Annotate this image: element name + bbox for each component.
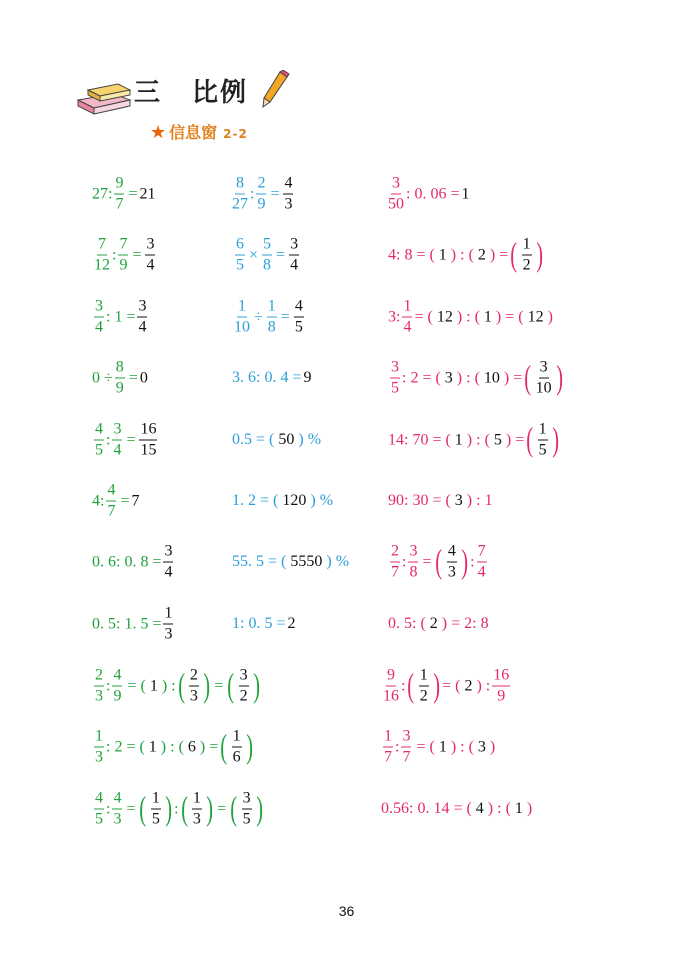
answer-fraction	[283, 176, 293, 213]
numerator: 1	[522, 237, 532, 256]
answer-fraction	[145, 237, 155, 274]
answer: 10	[483, 369, 500, 386]
expr-r1-c3	[386, 176, 469, 213]
expression-text: : 1 =	[106, 308, 136, 325]
numerator: 2	[189, 668, 199, 687]
denominator: 5	[242, 810, 251, 828]
expression-text: 0.5 = (	[232, 431, 275, 448]
fraction	[383, 668, 399, 705]
fraction	[267, 299, 277, 336]
expr-r8-c1	[92, 606, 175, 643]
answer: 5	[493, 431, 502, 448]
answer: 2	[429, 615, 438, 632]
answer-fraction	[522, 237, 532, 274]
numerator: 3	[390, 360, 400, 379]
answer: 12	[436, 308, 453, 325]
numerator: 3	[94, 299, 104, 318]
numerator: 4	[112, 791, 122, 810]
denominator: 9	[497, 687, 506, 705]
answer: 1	[438, 738, 447, 755]
expression-text: ) %	[326, 553, 350, 570]
numerator: 6	[235, 237, 245, 256]
numerator: 3	[163, 544, 173, 563]
denominator: 15	[140, 441, 157, 459]
expression-text: ) = 2: 8	[441, 615, 489, 632]
answer: 1	[483, 308, 492, 325]
denominator: 5	[95, 441, 103, 459]
colon: :	[402, 553, 407, 570]
equals: =	[128, 185, 138, 202]
section-number: 三	[134, 78, 163, 108]
expression-text: ) =	[503, 369, 523, 386]
answer: 120	[282, 492, 307, 509]
numerator: 4	[94, 422, 104, 441]
answer: 1	[514, 800, 523, 817]
numerator: 16	[492, 668, 510, 687]
denominator: 8	[267, 318, 276, 336]
denominator: 5	[391, 379, 399, 397]
answer-fraction	[242, 791, 252, 828]
denominator: 8	[263, 256, 272, 274]
denominator: 27	[232, 195, 248, 213]
colon: :	[106, 800, 111, 817]
denominator: 3	[164, 625, 173, 643]
numerator: 2	[94, 668, 104, 687]
denominator: 3	[95, 748, 103, 766]
expr-r7-c2	[232, 553, 349, 571]
equals: =	[126, 431, 136, 448]
denominator: 7	[402, 748, 411, 766]
numerator: 3	[391, 176, 401, 195]
expression-text: ) : 1	[466, 492, 493, 509]
answer-fraction	[447, 544, 457, 581]
denominator: 7	[107, 502, 116, 520]
denominator: 5	[538, 441, 547, 459]
denominator: 12	[94, 256, 110, 274]
fraction	[118, 237, 128, 274]
fraction	[390, 544, 400, 581]
fraction	[390, 360, 400, 397]
numerator: 9	[114, 176, 124, 195]
fraction	[262, 237, 272, 274]
answer-fraction	[294, 299, 304, 336]
fraction	[94, 791, 104, 828]
equals: =	[280, 308, 290, 325]
sub-title: 信息窗	[169, 123, 218, 142]
expr-r11-c3	[381, 800, 532, 818]
answer: 1	[149, 677, 158, 694]
answer: 12	[527, 308, 544, 325]
fraction	[232, 176, 248, 213]
denominator: 10	[535, 379, 552, 397]
answer-paren: ( $\frac{1}{3}$ )	[180, 789, 213, 828]
denominator: 5	[236, 256, 244, 274]
numerator: 2	[256, 176, 266, 195]
denominator: 10	[234, 318, 250, 336]
expr-r1-c2	[230, 176, 295, 213]
answer-fraction	[137, 299, 147, 336]
answer-fraction	[239, 668, 249, 705]
fraction	[94, 422, 104, 459]
equals: =	[126, 800, 136, 817]
answer-paren: ( $\frac{1}{2}$ )	[510, 235, 543, 274]
denominator: 3	[447, 563, 456, 581]
expr-r3-c2	[232, 299, 306, 336]
answer: 7	[131, 492, 140, 509]
expression-text: ) = (	[495, 308, 524, 325]
answer-paren: ( $\frac{2}{3}$ )	[177, 666, 210, 705]
answer: 21	[139, 185, 156, 202]
expr-r10-c1	[92, 729, 255, 766]
expression-text: )	[489, 738, 496, 755]
answer: 4	[475, 800, 484, 817]
numerator: 1	[402, 299, 412, 318]
numerator: 7	[477, 544, 487, 563]
subsection-title	[150, 120, 248, 143]
expr-r3-c1	[92, 299, 149, 336]
answer: 6	[187, 738, 196, 755]
answer-fraction	[192, 791, 202, 828]
fraction	[112, 422, 122, 459]
equals: =	[276, 246, 286, 263]
fraction	[408, 544, 418, 581]
expression-text: ) :	[476, 677, 491, 694]
numerator: 1	[232, 729, 242, 748]
fraction	[234, 299, 250, 336]
expr-r9-c1	[92, 668, 262, 705]
fraction	[401, 729, 411, 766]
fraction	[112, 668, 122, 705]
answer: 1	[438, 246, 447, 263]
expr-r8-c3	[388, 615, 489, 633]
expression-text: ) %	[310, 492, 334, 509]
denominator: 4	[113, 441, 122, 459]
fraction	[94, 299, 104, 336]
numerator: 3	[289, 237, 299, 256]
expr-r5-c2	[232, 431, 321, 449]
colon: :	[250, 185, 255, 202]
section-title	[134, 72, 248, 109]
denominator: 2	[239, 687, 248, 705]
expr-r10-c3	[381, 729, 495, 766]
expression-text: 0. 6: 0. 8 =	[92, 553, 162, 570]
answer: 1	[461, 185, 470, 202]
answer-paren: ( $\frac{1}{2}$ )	[407, 666, 440, 705]
colon: :	[112, 246, 117, 263]
expression-text: 1: 0. 5 =	[232, 615, 286, 632]
numerator: 1	[419, 668, 429, 687]
equals: =	[422, 553, 432, 570]
multiply-sign: ×	[249, 246, 259, 263]
expression-text: = (	[442, 677, 461, 694]
denominator: 4	[403, 318, 412, 336]
denominator: 7	[384, 748, 392, 766]
expr-r11-c1	[92, 791, 265, 828]
expression-text: 0. 5: (	[388, 615, 426, 632]
fraction	[114, 176, 124, 213]
numerator: 3	[145, 237, 155, 256]
expression-text: )	[547, 308, 553, 325]
numerator: 7	[97, 237, 107, 256]
expr-r5-c1	[92, 422, 159, 459]
expression-text: 0.56: 0. 14 = (	[381, 800, 472, 817]
numerator: 1	[267, 299, 277, 318]
denominator: 6	[232, 748, 241, 766]
answer: 50	[278, 431, 295, 448]
numerator: 2	[390, 544, 400, 563]
expr-r6-c3	[388, 492, 493, 510]
colon: :	[106, 431, 111, 448]
numerator: 1	[538, 422, 548, 441]
expression-text: 3. 6: 0. 4 =	[232, 369, 302, 386]
section-name: 比例	[192, 78, 249, 108]
expr-r1-c1	[92, 176, 155, 213]
denominator: 2	[419, 687, 428, 705]
numerator: 9	[386, 668, 396, 687]
pencil-icon	[260, 70, 290, 110]
expression-text: 55. 5 = (	[232, 553, 287, 570]
expr-r2-c3	[388, 237, 545, 274]
denominator: 9	[115, 379, 124, 397]
numerator: 1	[151, 791, 161, 810]
expr-r7-c3	[388, 544, 489, 581]
numerator: 8	[115, 360, 125, 379]
fraction	[477, 544, 487, 581]
fraction	[383, 729, 393, 766]
equals: =	[217, 800, 227, 817]
answer-fraction	[419, 668, 429, 705]
answer-fraction	[189, 668, 199, 705]
expression-text: 4: 8 = (	[388, 246, 435, 263]
expression-text: ) : (	[160, 738, 184, 755]
denominator: 4	[290, 256, 299, 274]
denominator: 9	[119, 256, 128, 274]
answer: 3	[477, 738, 486, 755]
answer-paren: ( $\frac{3}{2}$ )	[227, 666, 260, 705]
expr-r4-c1	[92, 360, 148, 397]
expr-r2-c1	[92, 237, 157, 274]
numerator: 1	[237, 299, 247, 318]
expression-text: ) %	[298, 431, 322, 448]
equals: =	[270, 185, 280, 202]
denominator: 5	[151, 810, 160, 828]
expr-r4-c2	[232, 369, 311, 387]
expression-text: ) : (	[456, 308, 480, 325]
fraction	[112, 791, 122, 828]
answer-fraction	[163, 606, 173, 643]
denominator: 2	[522, 256, 531, 274]
answer: 2	[477, 246, 486, 263]
answer-fraction	[289, 237, 299, 274]
denominator: 9	[113, 687, 122, 705]
expr-r8-c2	[232, 615, 295, 633]
numerator: 16	[139, 422, 157, 441]
fraction	[256, 176, 266, 213]
expression-text: ) =	[489, 246, 509, 263]
answer: 3	[454, 492, 463, 509]
fraction	[94, 668, 104, 705]
denominator: 3	[284, 195, 293, 213]
denominator: 9	[257, 195, 266, 213]
fraction	[402, 299, 412, 336]
expr-r9-c3	[381, 668, 512, 705]
expression-text: : 2 = (	[402, 369, 441, 386]
expression-text: 3:	[388, 308, 401, 325]
expression-text: ) : (	[487, 800, 511, 817]
equals: =	[214, 677, 224, 694]
equals: =	[120, 492, 130, 509]
numerator: 4	[447, 544, 457, 563]
answer: 1	[454, 431, 463, 448]
expr-r2-c2	[233, 237, 301, 274]
numerator: 8	[235, 176, 245, 195]
answer: 0	[139, 369, 148, 386]
page-number: 36	[338, 903, 355, 919]
answer: 1	[148, 738, 157, 755]
denominator: 3	[113, 810, 122, 828]
colon: :	[106, 677, 111, 694]
denominator: 7	[115, 195, 124, 213]
expression-text: : 2 = (	[106, 738, 145, 755]
fraction	[94, 237, 110, 274]
expr-r6-c1	[92, 483, 139, 520]
numerator: 4	[283, 176, 293, 195]
expr-r4-c3	[388, 360, 565, 397]
fraction	[235, 237, 245, 274]
numerator: 4	[112, 668, 122, 687]
answer: 5550	[290, 553, 323, 570]
numerator: 1	[94, 729, 104, 748]
denominator: 4	[95, 318, 103, 336]
numerator: 5	[262, 237, 272, 256]
denominator: 3	[192, 810, 201, 828]
denominator: 4	[164, 563, 173, 581]
expression-text: 14: 70 = (	[388, 431, 451, 448]
equals: =	[128, 369, 138, 386]
numerator: 4	[106, 483, 116, 502]
fraction	[106, 483, 116, 520]
numerator: 1	[383, 729, 393, 748]
expression-text: = (	[416, 738, 435, 755]
answer-fraction	[163, 544, 173, 581]
numerator: 7	[118, 237, 128, 256]
expr-r7-c1	[92, 544, 175, 581]
expression-text: = (	[414, 308, 433, 325]
numerator: 4	[294, 299, 304, 318]
answer-paren: ( $\frac{1}{6}$ )	[220, 727, 253, 766]
numerator: 3	[137, 299, 147, 318]
expression-text: 0. 5: 1. 5 =	[92, 615, 162, 632]
expression-text: 4:	[92, 492, 105, 509]
denominator: 5	[95, 810, 103, 828]
numerator: 3	[239, 668, 249, 687]
denominator: 3	[95, 687, 103, 705]
number: 27	[92, 185, 108, 202]
fraction	[492, 668, 510, 705]
expression-text: ) : (	[466, 431, 490, 448]
numerator: 4	[94, 791, 104, 810]
answer-fraction	[232, 729, 242, 766]
denominator: 4	[477, 563, 486, 581]
expr-r3-c3	[388, 299, 553, 336]
expression-text: ) : (	[450, 246, 474, 263]
answer-paren: ( $\frac{4}{3}$ )	[435, 542, 468, 581]
answer-paren: ( $\frac{1}{5}$ )	[139, 789, 172, 828]
answer: 2	[464, 677, 473, 694]
denominator: 4	[138, 318, 147, 336]
expr-r6-c2	[232, 492, 333, 510]
answer-fraction	[151, 791, 161, 828]
numerator: 3	[401, 729, 411, 748]
colon: :	[470, 553, 475, 570]
expression-text: ) :	[161, 677, 176, 694]
sub-tag: 2-2	[223, 127, 248, 141]
answer: 9	[303, 369, 312, 386]
answer: 2	[287, 615, 296, 632]
colon: :	[108, 185, 113, 202]
expression-text: : 0. 06 =	[406, 185, 460, 202]
denominator: 5	[294, 318, 303, 336]
colon: :	[395, 738, 400, 755]
expression-text: ) : (	[450, 738, 474, 755]
expression-text: ) : (	[456, 369, 480, 386]
denominator: 16	[383, 687, 399, 705]
denominator: 7	[391, 563, 399, 581]
numerator: 3	[112, 422, 122, 441]
numerator: 3	[242, 791, 252, 810]
fraction	[115, 360, 125, 397]
expression-text: = (	[127, 677, 146, 694]
numerator: 3	[408, 544, 418, 563]
answer-paren: ( $\frac{3}{5}$ )	[230, 789, 263, 828]
expression-text: ) =	[199, 738, 219, 755]
expression-text: 90: 30 = (	[388, 492, 451, 509]
denominator: 3	[189, 687, 198, 705]
fraction	[94, 729, 104, 766]
colon: :	[174, 800, 179, 817]
expr-r5-c3	[388, 422, 561, 459]
star-icon: ★	[150, 122, 167, 143]
answer: 3	[444, 369, 453, 386]
answer-fraction	[536, 360, 552, 397]
answer-paren: ( $\frac{1}{5}$ )	[526, 420, 559, 459]
divide-sign: ÷	[254, 308, 263, 325]
answer-fraction	[139, 422, 157, 459]
expression-text: )	[526, 800, 533, 817]
numerator: 3	[539, 360, 549, 379]
numerator: 1	[192, 791, 202, 810]
answer-paren: ( $\frac{3}{10}$ )	[524, 358, 563, 397]
denominator: 8	[409, 563, 418, 581]
denominator: 4	[146, 256, 155, 274]
answer-fraction	[538, 422, 548, 459]
expression-text: 0 ÷	[92, 369, 113, 386]
colon: :	[401, 677, 406, 694]
denominator: 50	[388, 195, 404, 213]
expression-text: 1. 2 = (	[232, 492, 279, 509]
expression-text: ) =	[505, 431, 525, 448]
books-icon	[74, 74, 134, 116]
fraction	[388, 176, 404, 213]
numerator: 1	[163, 606, 173, 625]
equals: =	[132, 246, 142, 263]
